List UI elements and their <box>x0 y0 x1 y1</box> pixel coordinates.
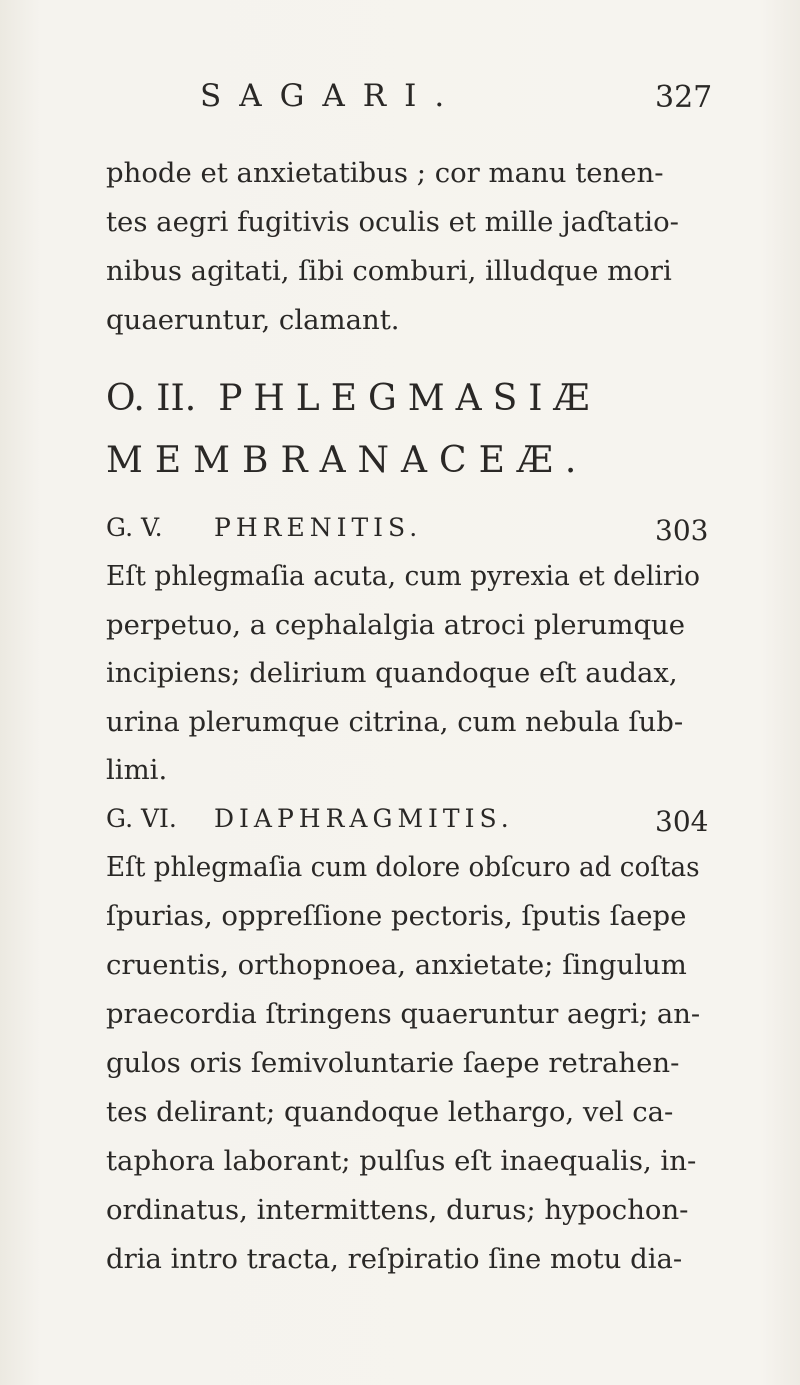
text-line: nibus agitati, ſibi comburi, illudque mori <box>106 255 672 287</box>
text-line: quaeruntur, clamant. <box>106 304 400 336</box>
text-line: urina plerumque citrina, cum nebula ſub- <box>106 706 684 738</box>
order-name: PHLEGMASIÆ <box>218 378 601 419</box>
genus-reference: 303 <box>655 514 709 547</box>
genus-name: PHRENITIS. <box>214 513 423 542</box>
running-head: SAGARI. <box>200 78 463 114</box>
genus-name: DIAPHRAGMITIS. <box>214 804 514 833</box>
text-line: gulos oris ſemivoluntarie ſaepe retrahen- <box>106 1047 680 1079</box>
order-heading <box>106 378 601 419</box>
order-name-continued: MEMBRANACEÆ. <box>106 440 589 481</box>
genus-heading <box>106 806 514 831</box>
text-line: Eſt phlegmaſia acuta, cum pyrexia et delirio <box>106 560 701 592</box>
text-line: phode et anxietatibus ; cor manu tenen- <box>106 157 664 189</box>
text-line: praecordia ſtringens quaeruntur aegri; an- <box>106 998 701 1030</box>
text-line: cruentis, orthopnoea, anxietate; ſingulum <box>106 949 687 981</box>
text-line: limi. <box>106 754 168 786</box>
genus-number: G. V. <box>106 513 163 542</box>
order-number: O. II. <box>106 378 197 419</box>
text-line: ordinatus, intermittens, durus; hypochon- <box>106 1194 689 1226</box>
genus-reference: 304 <box>655 805 709 838</box>
text-line: tes aegri fugitivis oculis et mille jaɗtatio- <box>106 206 679 238</box>
text-line: Eſt phlegmaſia cum dolore obſcuro ad coſtas <box>106 851 700 883</box>
genus-heading <box>106 515 422 540</box>
page-number: 327 <box>655 80 713 115</box>
text-line: ſpurias, oppreſſione pectoris, ſputis ſaepe <box>106 900 687 932</box>
text-line: tes delirant; quandoque lethargo, vel ca- <box>106 1096 674 1128</box>
text-line: dria intro tracta, reſpiratio ſine motu dia- <box>106 1243 683 1275</box>
text-line: incipiens; delirium quandoque eſt audax, <box>106 657 678 689</box>
text-line: perpetuo, a cephalalgia atroci plerumque <box>106 609 686 641</box>
text-line: taphora laborant; pulſus eſt inaequalis, in- <box>106 1145 697 1177</box>
genus-number: G. VI. <box>106 804 177 833</box>
